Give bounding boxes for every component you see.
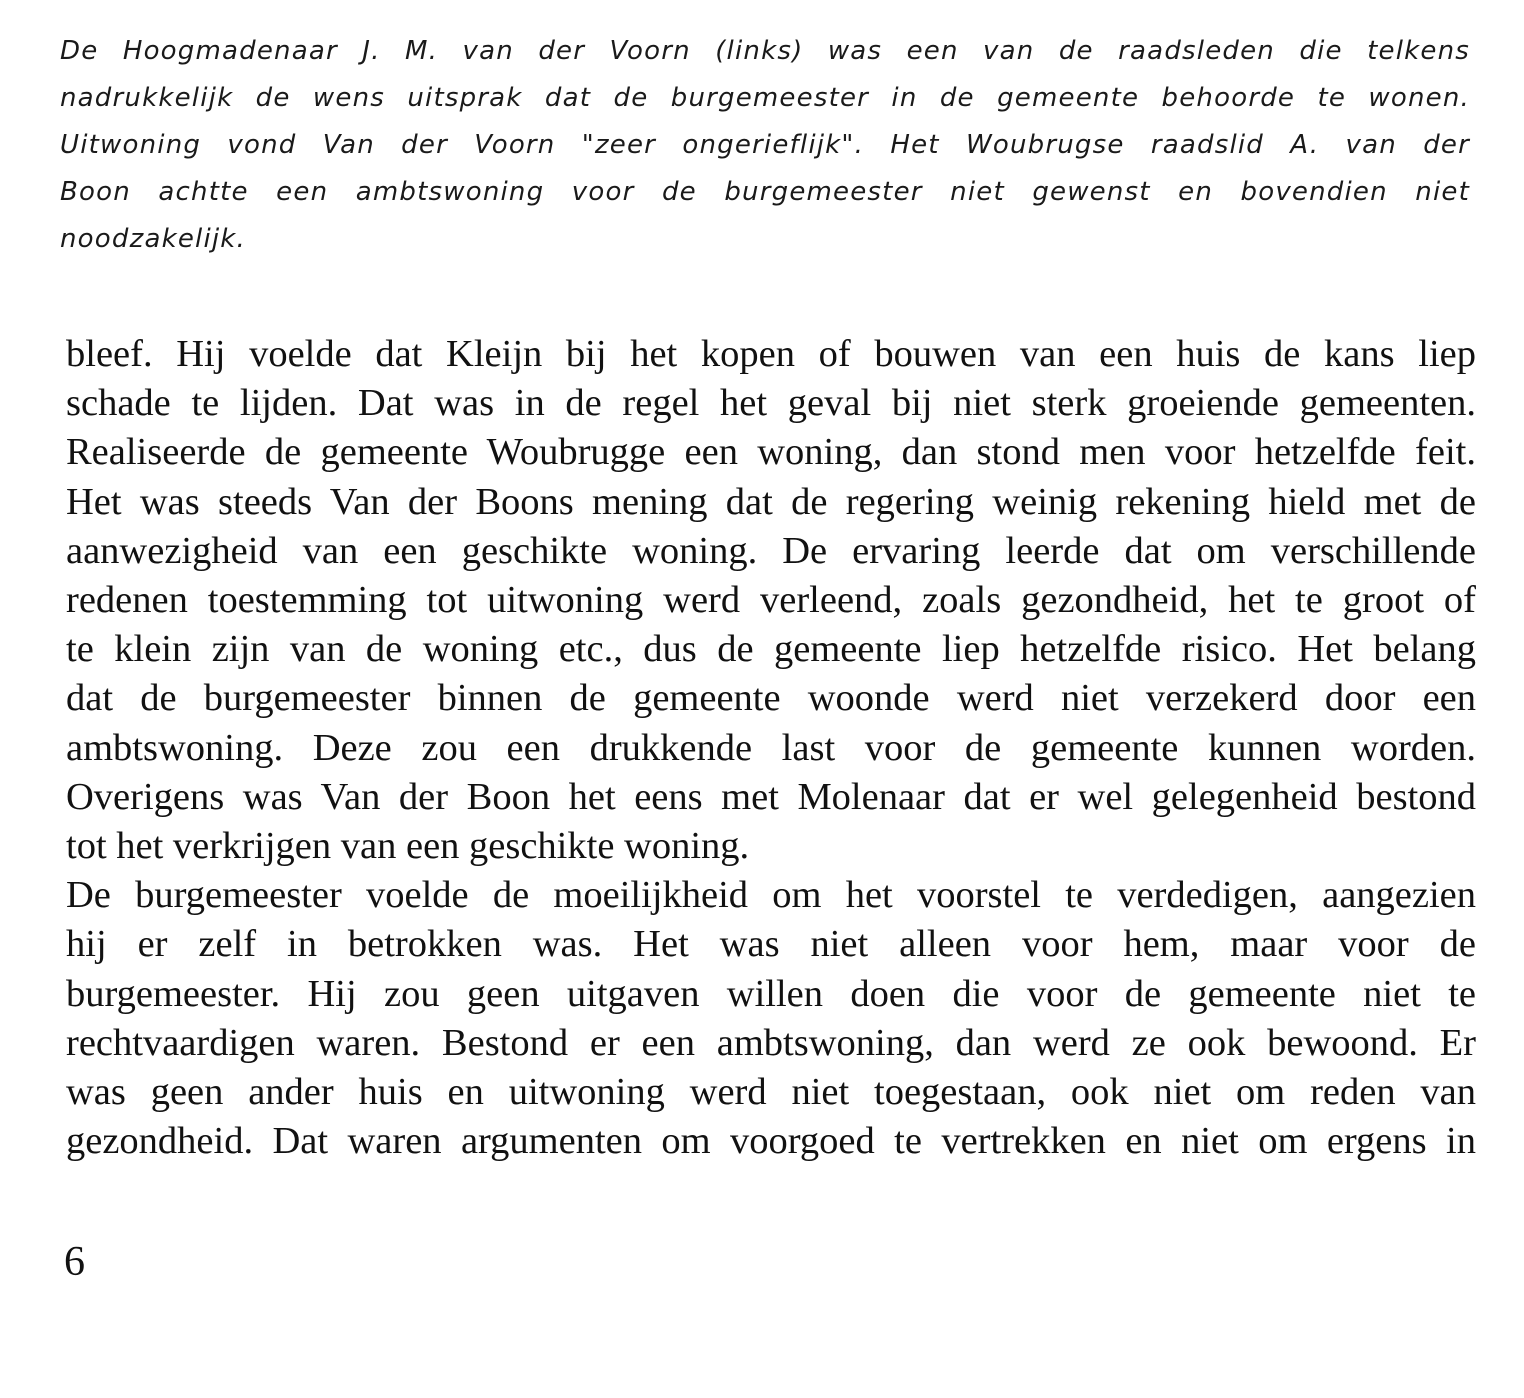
body-line: was geen ander huis en uitwoning werd niet toegestaan, ook niet om reden van [66,1071,1476,1114]
caption-line: Boon achtte een ambtswoning voor de burgemeester niet gewenst en bovendien niet [60,177,1470,207]
photo-caption [60,28,1470,263]
caption-line: noodzakelijk. [60,224,247,254]
body-line: bleef. Hij voelde dat Kleijn bij het kopen of bouwen van een huis de kans liep [66,333,1476,375]
page-number: 6 [64,1239,85,1285]
body-line: Het was steeds Van der Boons mening dat de regering weinig rekening hield met de [66,480,1476,523]
body-line: De burgemeester voelde de moeilijkheid om het voorstel te verdedigen, aangezien [66,874,1476,917]
body-line: burgemeester. Hij zou geen uitgaven willen doen die voor de gemeente niet te [66,972,1476,1015]
body-text [66,330,1476,1166]
body-line: rechtvaardigen waren. Bestond er een ambtswoning, dan werd ze ook bewoond. Er [66,1021,1476,1064]
body-line: schade te lijden. Dat was in de regel het geval bij niet sterk groeiende gemeenten. [66,382,1476,425]
body-line: hij er zelf in betrokken was. Het was niet alleen voor hem, maar voor de [66,923,1476,966]
body-line: te klein zijn van de woning etc., dus de gemeente liep hetzelfde risico. Het belang [66,628,1476,671]
body-line: gezondheid. Dat waren argumenten om voorgoed te vertrekken en niet om ergens in [66,1120,1476,1163]
caption-line: De Hoogmadenaar J. M. van der Voorn (links) was een van de raadsleden die telkens [60,36,1470,66]
body-line: aanwezigheid van een geschikte woning. De ervaring leerde dat om verschillende [66,529,1476,572]
body-line: ambtswoning. Deze zou een drukkende last voor de gemeente kunnen worden. [66,726,1476,769]
caption-line: nadrukkelijk de wens uitsprak dat de burgemeester in de gemeente behoorde te wonen. [60,83,1470,113]
body-line: redenen toestemming tot uitwoning werd verleend, zoals gezondheid, het te groot of [66,579,1476,622]
body-line: dat de burgemeester binnen de gemeente woonde werd niet verzekerd door een [66,677,1476,720]
body-line: tot het verkrijgen van een geschikte woning. [66,825,750,868]
body-line: Realiseerde de gemeente Woubrugge een woning, dan stond men voor hetzelfde feit. [66,431,1476,474]
caption-line: Uitwoning vond Van der Voorn "zeer ongerieflijk". Het Woubrugse raadslid A. van der [60,130,1470,160]
body-line: Overigens was Van der Boon het eens met Molenaar dat er wel gelegenheid bestond [66,775,1476,818]
